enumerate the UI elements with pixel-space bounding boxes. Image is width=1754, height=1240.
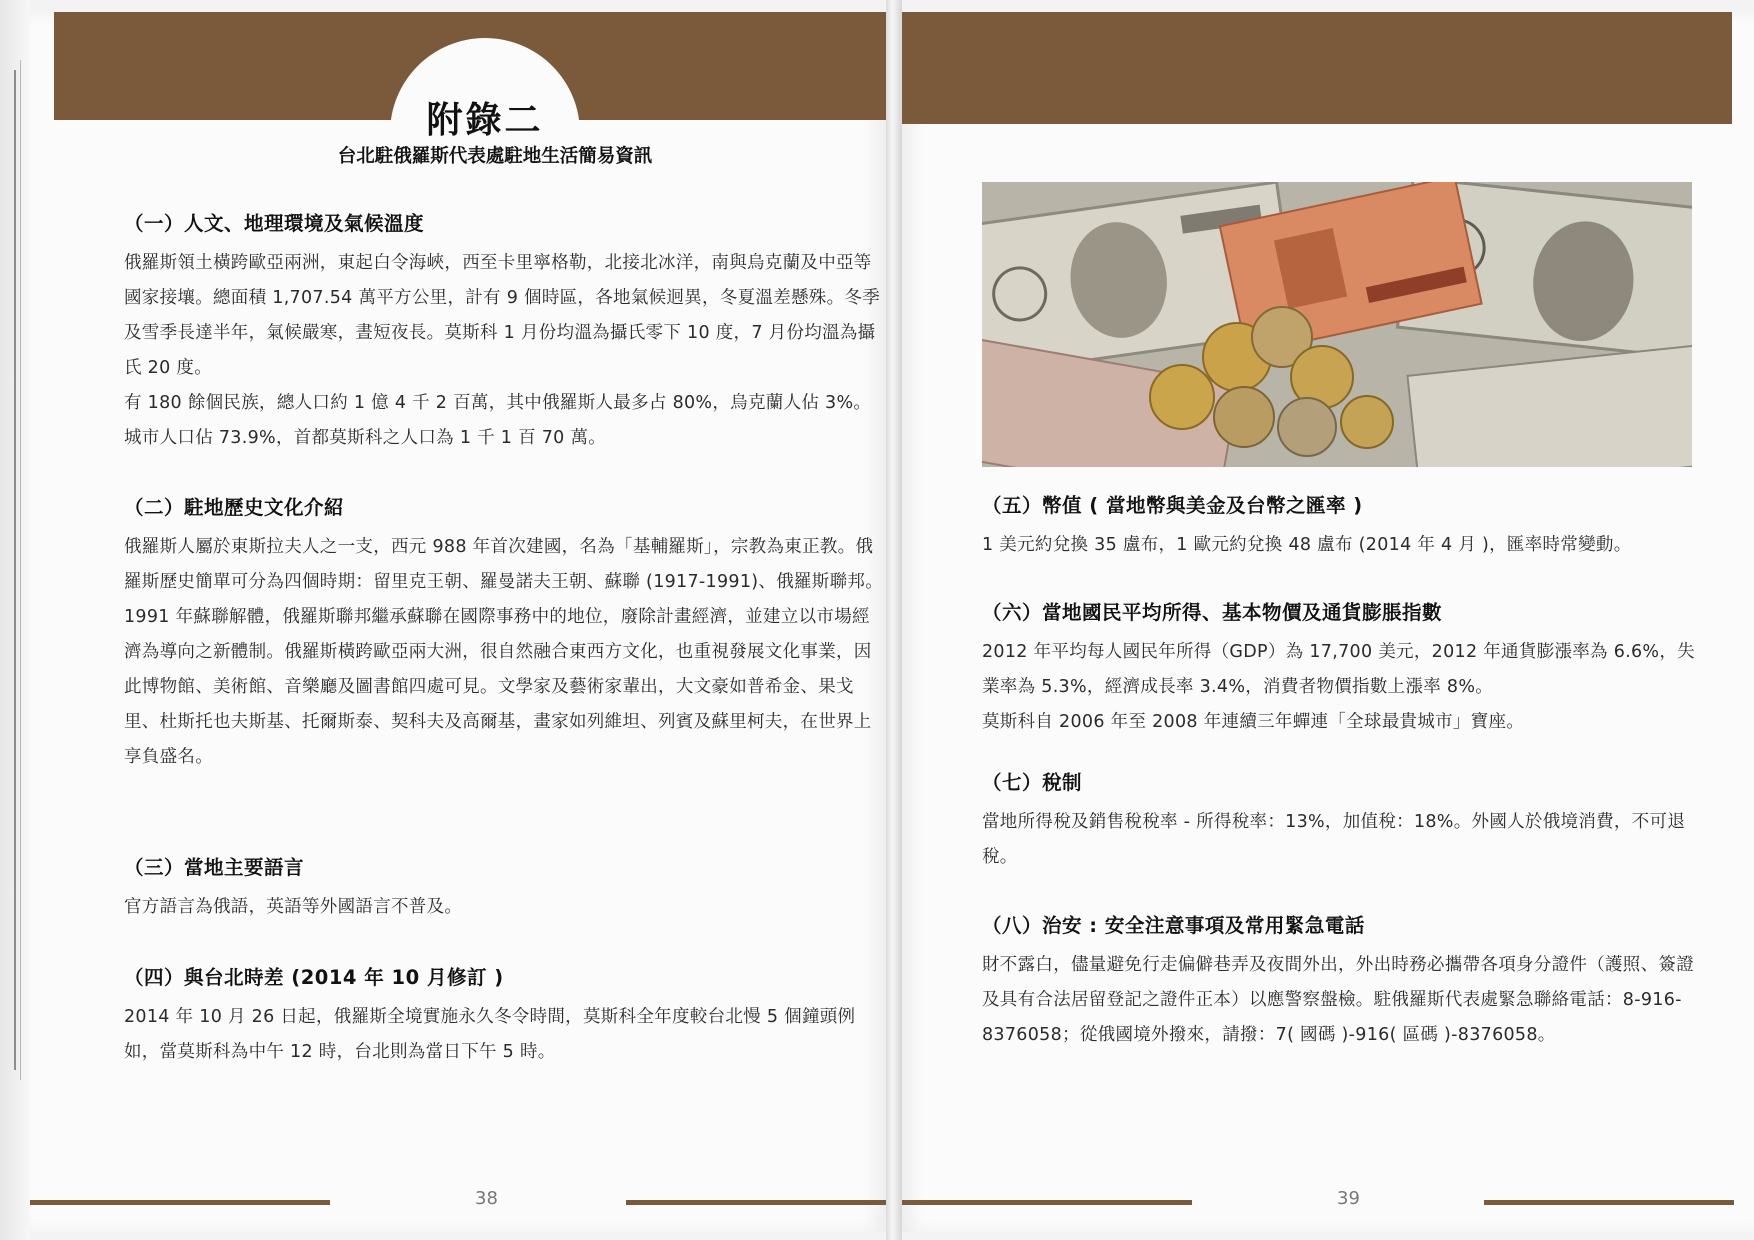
- section-paragraph: 俄羅斯人屬於東斯拉夫人之一支，西元 988 年首次建國，名為「基輔羅斯」，宗教為東正教。俄羅斯歷史簡單可分為四個時期：留里克王朝、羅曼諾夫王朝、蘇聯 (1917-1991)、俄羅斯聯邦。1991 年蘇聯解體，俄羅斯聯邦繼承蘇聯在國際事務中的地位，廢除計畫經濟，並建立以市場經濟為導向之新體制。俄羅斯橫跨歐亞兩大洲，很自然融合東西方文化，也重視發展文化事業，因此博物館、美術館、音樂廳及圖書館四處可見。文學家及藝術家輩出，大文豪如普希金、果戈里、杜斯托也夫斯基、托爾斯泰、契科夫及高爾基，畫家如列維坦、列賓及蘇里柯夫，在世界上享負盛名。: [124, 537, 884, 767]
- page-subtitle: 台北駐俄羅斯代表處駐地生活簡易資訊: [337, 146, 653, 167]
- section-heading: （七）稅制: [982, 771, 1083, 794]
- book-spine: [886, 0, 902, 1240]
- section-currency: [982, 490, 1707, 563]
- section-language: [124, 852, 884, 925]
- section-heading: （二）駐地歷史文化介紹: [124, 496, 345, 519]
- right-page: [902, 12, 1754, 1232]
- section-heading: （五）幣值 ( 當地幣與美金及台幣之匯率 ): [982, 494, 1363, 517]
- section-history: [124, 492, 884, 775]
- footer-rule-right: [1484, 1200, 1734, 1205]
- section-paragraph: 有 180 餘個民族，總人口約 1 億 4 千 2 百萬，其中俄羅斯人最多占 80%，烏克蘭人佔 3%。城市人口佔 73.9%，首都莫斯科之人口為 1 千 1 百 70 萬。: [124, 393, 872, 448]
- section-paragraph: 官方語言為俄語，英語等外國語言不普及。: [124, 897, 463, 917]
- section-safety: [982, 910, 1707, 1053]
- section-income-prices: [982, 597, 1707, 740]
- section-heading: （八）治安 : 安全注意事項及常用緊急電話: [982, 914, 1365, 937]
- currency-photo: [982, 182, 1692, 467]
- page-number: 39: [1337, 1188, 1360, 1209]
- edge-line: [20, 60, 21, 1080]
- section-heading: （一）人文、地理環境及氣候溫度: [124, 212, 425, 235]
- section-heading: （四）與台北時差 (2014 年 10 月修訂 ): [124, 966, 504, 989]
- section-time-difference: [124, 962, 884, 1070]
- page-number: 38: [475, 1188, 498, 1209]
- footer-rule-left: [30, 1200, 330, 1205]
- section-heading: （六）當地國民平均所得、基本物價及通貨膨脹指數: [982, 601, 1443, 624]
- left-page: [30, 12, 886, 1232]
- section-paragraph: 2012 年平均每人國民年所得（GDP）為 17,700 美元，2012 年通貨膨漲率為 6.6%，失業率為 5.3%，經濟成長率 3.4%，消費者物價指數上漲率 8%。: [982, 642, 1695, 697]
- section-geography: [124, 208, 884, 456]
- page-title: 附錄二: [426, 100, 544, 141]
- section-paragraph: 財不露白，儘量避免行走偏僻巷弄及夜間外出，外出時務必攜帶各項身分證件（護照、簽證及具有合法居留登記之證件正本）以應警察盤檢。駐俄羅斯代表處緊急聯絡電話：8-916-8376058；從俄國境外撥來，請撥：7( 國碼 )-916( 區碼 )-8376058。: [982, 955, 1694, 1045]
- currency-illustration: [982, 182, 1692, 467]
- section-paragraph: 莫斯科自 2006 年至 2008 年連續三年蟬連「全球最貴城市」寶座。: [982, 712, 1525, 732]
- section-tax: [982, 767, 1707, 875]
- section-paragraph: 2014 年 10 月 26 日起，俄羅斯全境實施永久冬令時間，莫斯科全年度較台北慢 5 個鐘頭例如，當莫斯科為中午 12 時，台北則為當日下午 5 時。: [124, 1007, 856, 1062]
- footer-rule-left: [902, 1200, 1192, 1205]
- footer-rule-right: [626, 1200, 886, 1205]
- section-heading: （三）當地主要語言: [124, 856, 305, 879]
- section-paragraph: 俄羅斯領土橫跨歐亞兩洲，東起白令海峽，西至卡里寧格勒，北接北冰洋，南與烏克蘭及中亞等國家接壤。總面積 1,707.54 萬平方公里，計有 9 個時區，各地氣候迥異，冬夏溫差懸殊。冬季及雪季長達半年，氣候嚴寒，晝短夜長。莫斯科 1 月份均溫為攝氏零下 10 度，7 月份均溫為攝氏 20 度。: [124, 253, 881, 378]
- section-paragraph: 當地所得稅及銷售稅稅率 - 所得稅率：13%，加值稅：18%。外國人於俄境消費，不可退稅。: [982, 812, 1686, 867]
- section-paragraph: 1 美元約兌換 35 盧布，1 歐元約兌換 48 盧布 (2014 年 4 月 )，匯率時常變動。: [982, 535, 1632, 555]
- page-stack-edge: [0, 0, 30, 1240]
- edge-line: [14, 70, 16, 1070]
- header-band: [902, 12, 1732, 124]
